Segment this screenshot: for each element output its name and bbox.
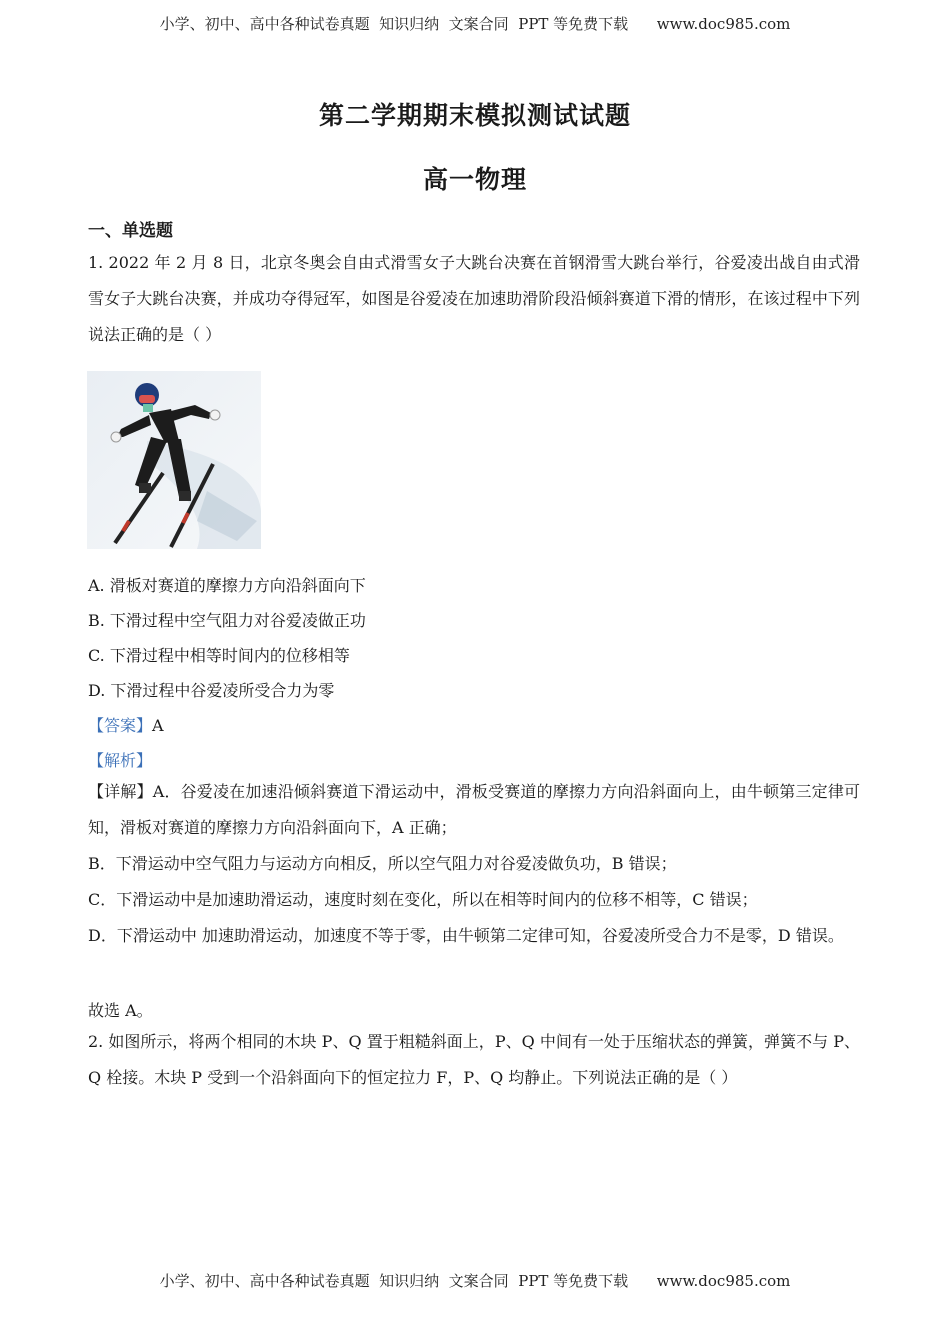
question-1-option-b: B. 下滑过程中空气阻力对谷爱凌做正功 bbox=[88, 611, 366, 630]
question-2-stem: 2. 如图所示，将两个相同的木块 P、Q 置于粗糙斜面上，P、Q 中间有一处于压缩状态的弹簧，弹簧不与 P、Q 栓接。木块 P 受到一个沿斜面向下的恒定拉力 F，P、Q 均静止。下列说法正确的是（ ） bbox=[88, 1032, 860, 1087]
detail-c: C．下滑运动中是加速助滑运动，速度时刻在变化，所以在相等时间内的位移不相等，C 错误； bbox=[88, 890, 758, 909]
section-heading: 一、单选题 bbox=[88, 221, 173, 241]
detail-b: B．下滑运动中空气阻力与运动方向相反，所以空气阻力对谷爱凌做负功，B 错误； bbox=[88, 854, 677, 873]
detail-a: 【详解】A．谷爱凌在加速沿倾斜赛道下滑运动中，滑板受赛道的摩擦力方向沿斜面向上，由牛顿第三定律可知，滑板对赛道的摩擦力方向沿斜面向下，A 正确； bbox=[88, 782, 860, 837]
answer-label: 【答案】 bbox=[88, 716, 153, 735]
question-1-stem: 1. 2022 年 2 月 8 日，北京冬奥会自由式滑雪女子大跳台决赛在首钢滑雪大跳台举行，谷爱凌出战自由式滑雪女子大跳台决赛，并成功夺得冠军，如图是谷爱凌在加速助滑阶段沿倾斜赛道下滑的情形，在该过程中下列说法正确的是（ ） bbox=[88, 253, 860, 344]
analysis-label: 【解析】 bbox=[88, 751, 153, 770]
page-header: 小学、初中、高中各种试卷真题 知识归纳 文案合同 PPT 等免费下载 www.doc985.com bbox=[159, 15, 791, 33]
question-1-option-d: D. 下滑过程中谷爱凌所受合力为零 bbox=[88, 681, 335, 700]
page-footer: 小学、初中、高中各种试卷真题 知识归纳 文案合同 PPT 等免费下载 www.doc985.com bbox=[159, 1272, 791, 1290]
question-1-option-c: C. 下滑过程中相等时间内的位移相等 bbox=[88, 646, 350, 665]
answer-line bbox=[88, 713, 164, 736]
exam-subject: 高一物理 bbox=[422, 165, 527, 194]
detail-d: D．下滑运动中 加速助滑运动，加速度不等于零，由牛顿第二定律可知，谷爱凌所受合力不是零，D 错误。 bbox=[88, 926, 844, 945]
question-1-option-a: A. 滑板对赛道的摩擦力方向沿斜面向下 bbox=[88, 576, 366, 595]
answer-value: A bbox=[152, 716, 164, 735]
exam-title: 第二学期期末模拟测试试题 bbox=[318, 101, 631, 130]
conclusion: 故选 A。 bbox=[88, 1001, 153, 1020]
skier-photo bbox=[87, 371, 261, 549]
